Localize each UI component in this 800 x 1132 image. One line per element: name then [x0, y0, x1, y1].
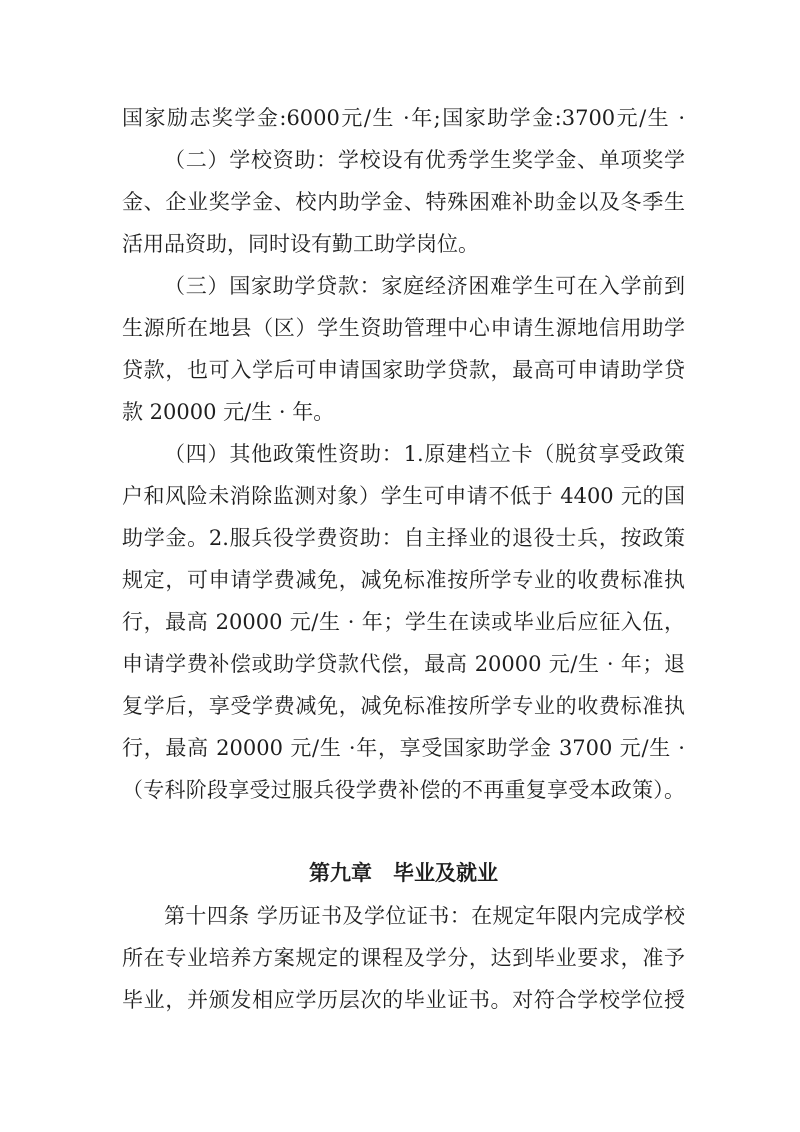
- text-line: （四）其他政策性资助：1.原建档立卡（脱贫享受政策: [164, 442, 685, 466]
- text-line: 活用品资助，同时设有勤工助学岗位。: [122, 232, 479, 256]
- text-line: 申请学费补偿或助学贷款代偿，最高 20000 元/生 · 年；退: [122, 652, 685, 676]
- text-line: （二）学校资助：学校设有优秀学生奖学金、单项奖学: [164, 148, 685, 172]
- text-line: 户和风险未消除监测对象）学生可申请不低于 4400 元的国: [122, 484, 685, 508]
- text-line: 毕业，并颁发相应学历层次的毕业证书。对符合学校学位授: [122, 988, 685, 1012]
- paragraph-article-14: [122, 895, 685, 1021]
- text-line: 复学后，享受学费减免，减免标准按所学专业的收费标准执: [122, 694, 685, 718]
- text-line: （专科阶段享受过服兵役学费补偿的不再重复享受本政策）。: [122, 778, 685, 802]
- text-line: 贷款，也可入学后可申请国家助学贷款，最高可申请助学贷: [122, 358, 685, 382]
- text-line: 助学金。2.服兵役学费资助：自主择业的退役士兵，按政策: [122, 526, 685, 550]
- text-line: 金、企业奖学金、校内助学金、特殊困难补助金以及冬季生: [122, 190, 685, 214]
- text-line: 第十四条 学历证书及学位证书：在规定年限内完成学校: [164, 904, 685, 928]
- text-line: 生源所在地县（区）学生资助管理中心申请生源地信用助学: [122, 316, 685, 340]
- paragraph-school-funding: [122, 139, 685, 265]
- paragraph-national-scholarship: [122, 97, 685, 139]
- text-line: 国家励志奖学金:6000元/生 ·年;国家助学金:3700元/生 ·: [122, 106, 685, 130]
- paragraph-other-policy-funding: [122, 433, 685, 811]
- funding-section: [122, 97, 685, 811]
- text-line: 款 20000 元/生 · 年。: [122, 400, 335, 424]
- chapter-heading: 第九章 毕业及就业: [309, 861, 498, 885]
- text-line: 所在专业培养方案规定的课程及学分，达到毕业要求，准予: [122, 946, 685, 970]
- paragraph-national-loan: [122, 265, 685, 433]
- text-line: （三）国家助学贷款：家庭经济困难学生可在入学前到: [164, 274, 685, 298]
- text-line: 行，最高 20000 元/生 · 年；学生在读或毕业后应征入伍，: [122, 610, 685, 634]
- chapter-section: [122, 895, 685, 1021]
- text-line: 规定，可申请学费减免，减免标准按所学专业的收费标准执: [122, 568, 685, 592]
- text-line: 行，最高 20000 元/生 ·年，享受国家助学金 3700 元/生 ·: [122, 736, 685, 760]
